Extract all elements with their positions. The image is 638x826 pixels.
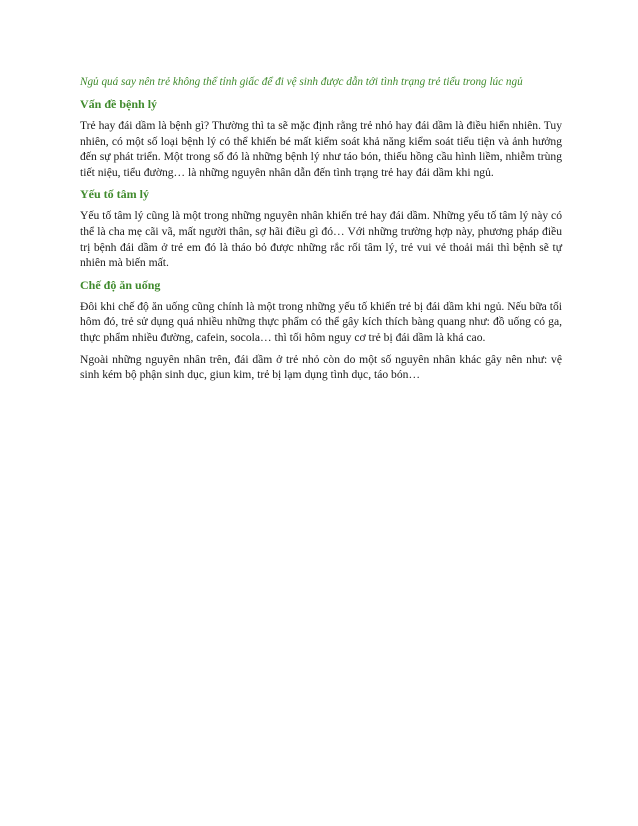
document-content — [80, 74, 562, 389]
paragraph-psychology: Yếu tố tâm lý cũng là một trong những nguyên nhân khiến trẻ hay đái dầm. Những yếu tố tâm lý này có thể là cha mẹ cãi vã, mất người thân, sợ hãi điều gì đó… Với những trường hợp này, phương pháp điều trị bệnh đái dầm ở trẻ em đó là tháo bỏ được những rắc rối tâm lý, trẻ vui vẻ thoải mái thì bệnh sẽ tự nhiên mà biến mất. — [80, 209, 562, 270]
image-caption: Ngủ quá say nên trẻ không thể tỉnh giấc để đi vệ sinh được dẫn tới tình trạng trẻ tiểu trong lúc ngủ — [80, 76, 523, 88]
section-heading-pathology: Vấn đề bệnh lý — [80, 97, 158, 111]
section-heading-diet: Chế độ ăn uống — [80, 277, 161, 292]
paragraph-pathology: Trẻ hay đái dầm là bệnh gì? Thường thì ta sẽ mặc định rằng trẻ nhỏ hay đái dầm là điều hiển nhiên. Tuy nhiên, có một số loại bệnh lý có thể khiến bé mất kiểm soát khả năng kiểm soát tiểu tiện và ảnh hưởng đến sự phát triển. Một trong số đó là những bệnh lý như táo bón, thiếu hồng cầu hình liềm, nhiễm trùng tiết niệu, tiểu đường… là những nguyên nhân dẫn đến tình trạng trẻ hay đái dầm khi ngủ. — [80, 119, 562, 179]
section-heading-psychology: Yếu tố tâm lý — [80, 187, 149, 202]
paragraph-other-causes: Ngoài những nguyên nhân trên, đái dầm ở trẻ nhỏ còn do một số nguyên nhân khác gây nên như: vệ sinh kém bộ phận sinh dục, giun kim, trẻ bị lạm dụng tình dục, táo bón… — [80, 352, 562, 382]
paragraph-diet: Đôi khi chế độ ăn uống cũng chính là một trong những yếu tố khiến trẻ bị đái dầm khi ngủ. Nếu bữa tối hôm đó, trẻ sử dụng quá nhiều những thực phẩm có thể gây kích thích bàng quang như: đồ uống có ga, thực phẩm nhiều đường, cafein, socola… thì tối hôm nguy cơ trẻ bị đái dầm là khá cao. — [80, 299, 562, 344]
